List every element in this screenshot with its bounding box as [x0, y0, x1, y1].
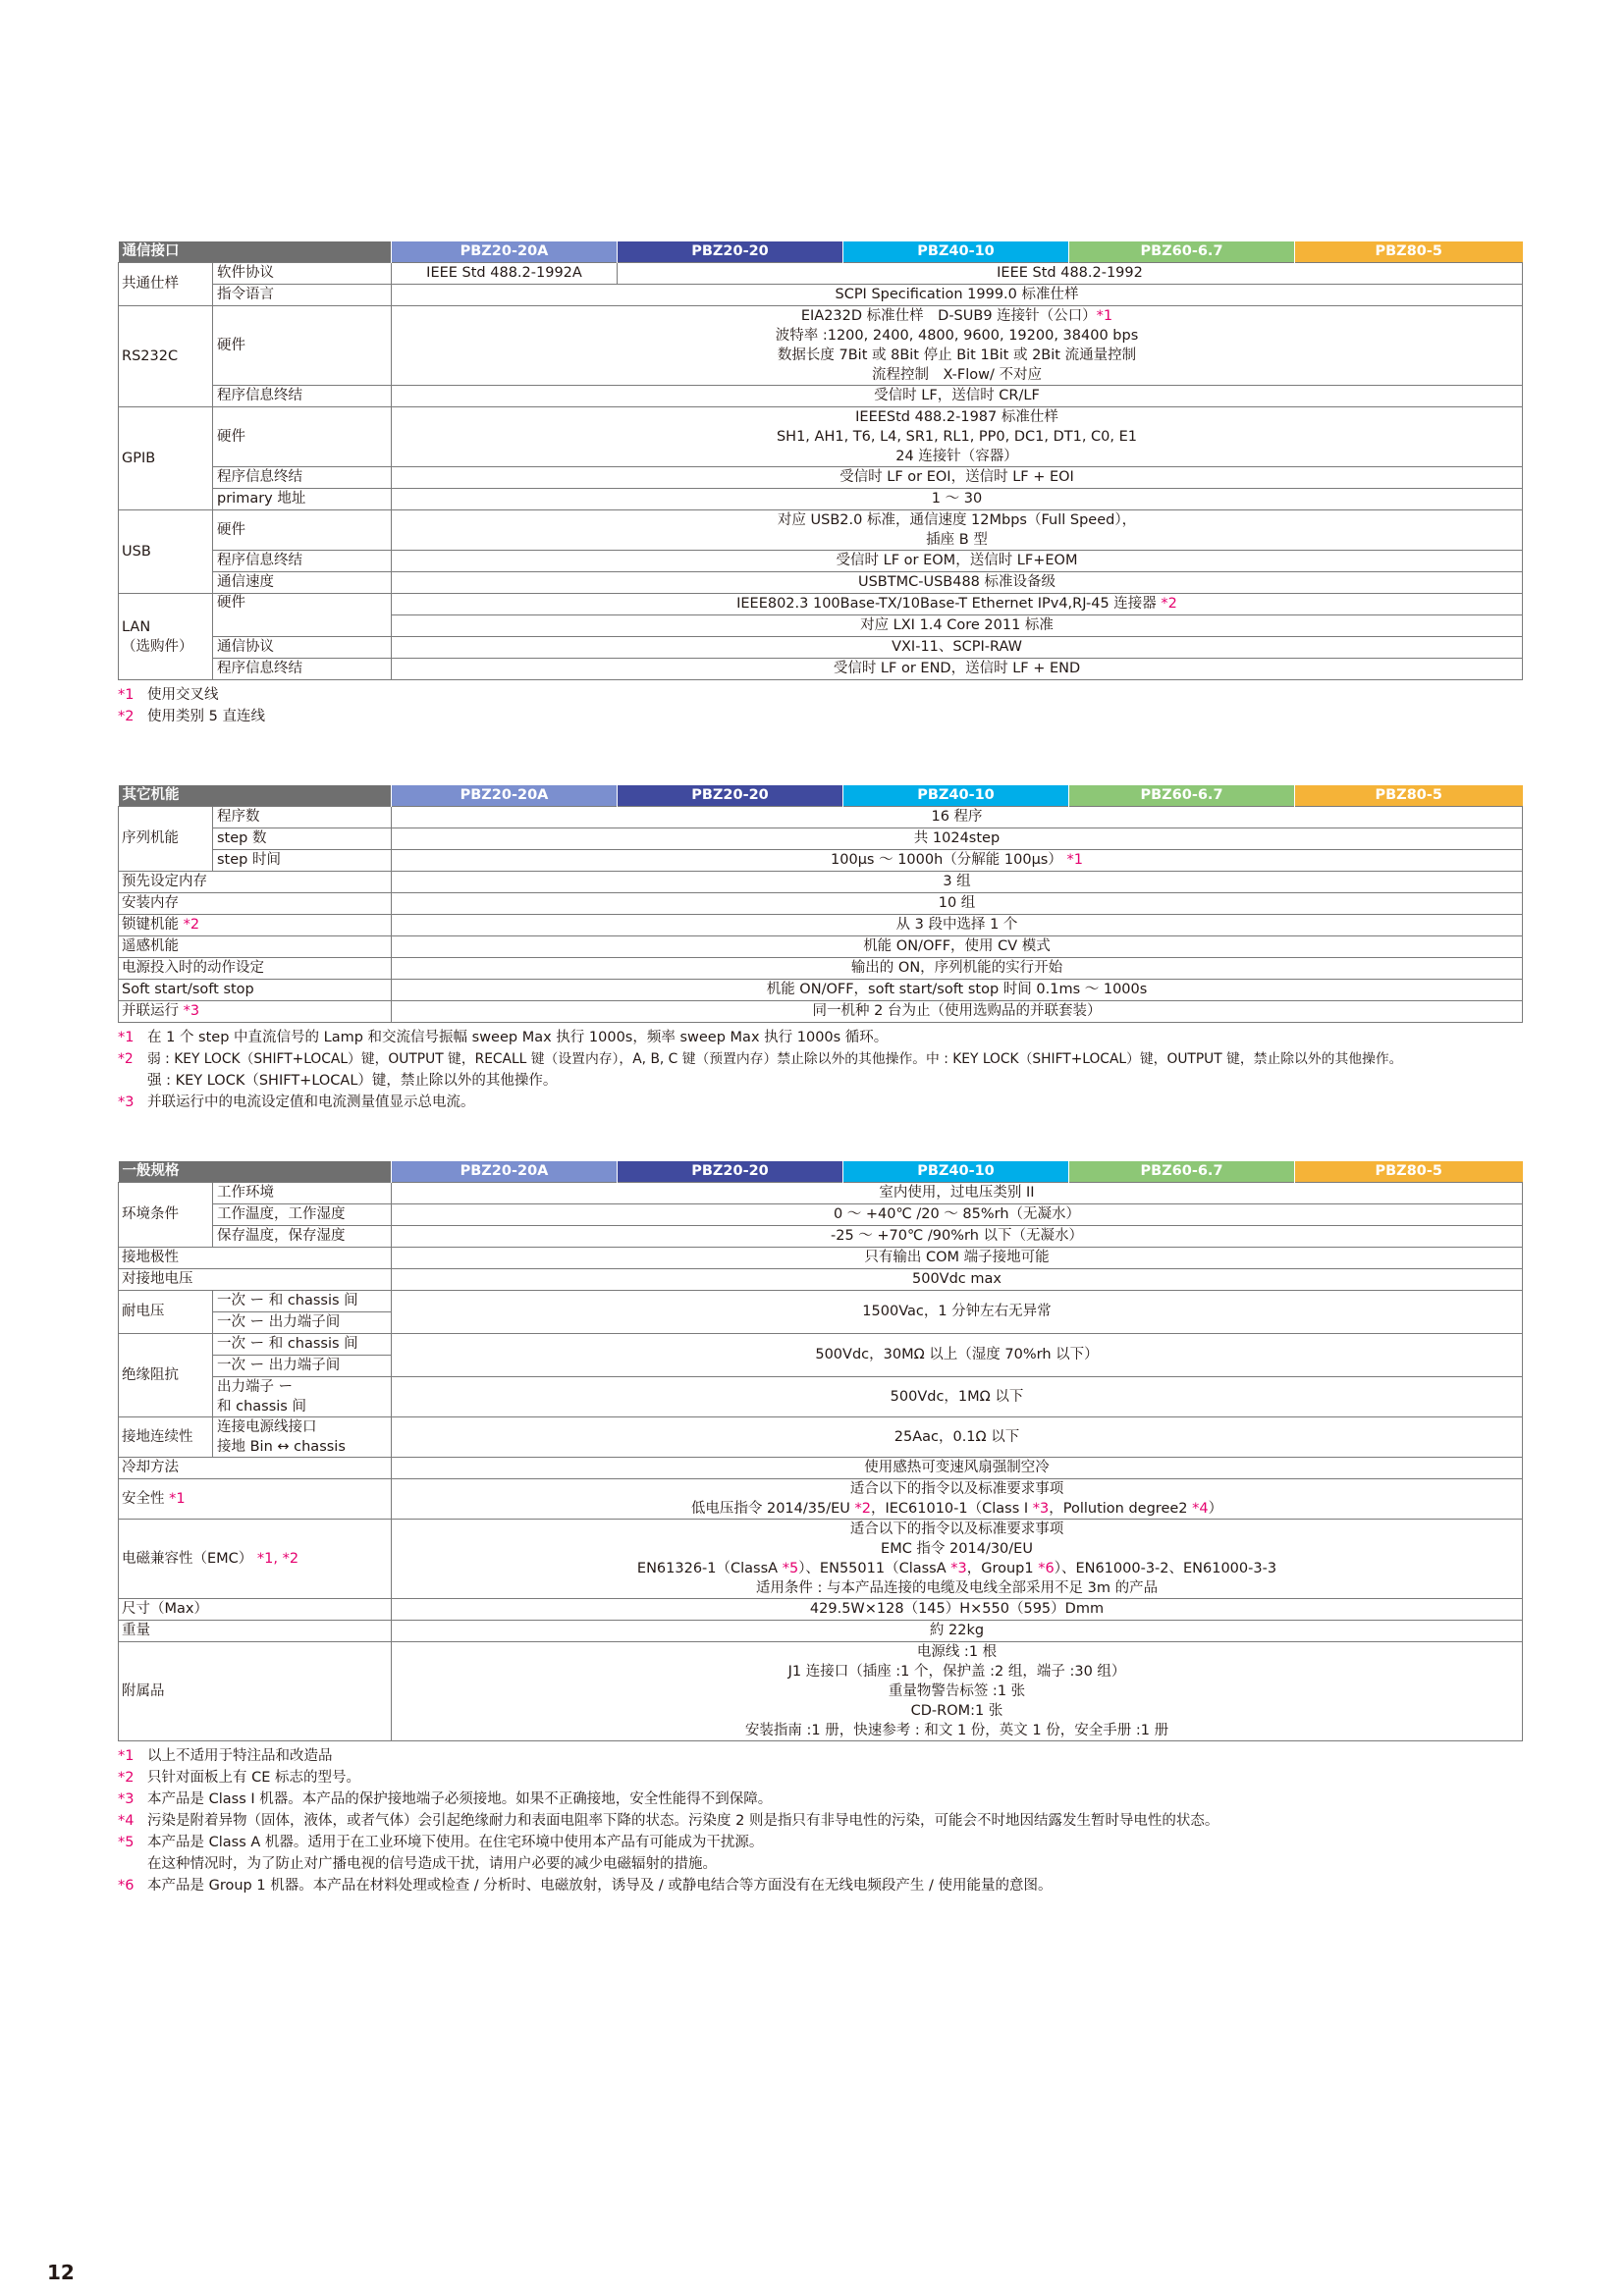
value-line: 适用条件 : 与本产品连接的电缆及电线全部采用不足 3m 的产品 — [755, 1580, 1159, 1596]
table-row — [119, 1334, 1523, 1356]
row-category: 共通仕样 — [119, 263, 213, 306]
row-label — [119, 1520, 392, 1599]
row-label: step 时间 — [213, 850, 392, 872]
table-row — [119, 285, 1523, 306]
cell-value: 输出的 ON，序列机能的实行开始 — [392, 958, 1523, 980]
footnote-mark: *1, *2 — [256, 1550, 299, 1567]
footnote-mark: *5 — [782, 1561, 799, 1576]
table-row — [119, 386, 1523, 407]
row-category: 环境条件 — [119, 1183, 213, 1248]
value-line: IEEEStd 488.2-1987 标准仕样 — [855, 409, 1058, 425]
footnote-mark: *3 — [118, 1095, 135, 1110]
footnote-mark: *3 — [950, 1561, 967, 1576]
table-row — [119, 807, 1523, 828]
footnotes — [118, 1745, 1522, 1896]
value-line: 电源线 :1 根 — [916, 1644, 998, 1660]
footnote-mark: *1 — [1096, 308, 1113, 324]
row-label: 程序数 — [213, 807, 392, 828]
table-row — [119, 1248, 1523, 1269]
value-line: CD-ROM:1 张 — [910, 1703, 1003, 1719]
table-row — [119, 1291, 1523, 1312]
footnote-text: 在这种情况时，为了防止对广播电视的信号造成干扰，请用户必要的减少电磁辐射的措施。 — [147, 1856, 717, 1872]
footnotes — [118, 684, 1522, 727]
row-label: 一次 ー 和 chassis 间 — [213, 1291, 392, 1312]
value-part: ） — [1208, 1501, 1223, 1517]
value-line: 安装指南 :1 册，快速参考 : 和文 1 份，英文 1 份，安全手册 :1 册 — [744, 1723, 1169, 1738]
table-row — [119, 936, 1523, 958]
row-category: 序列机能 — [119, 807, 213, 872]
model-header: PBZ20-20A — [392, 1161, 618, 1183]
value-line: EMC 指令 2014/30/EU — [881, 1541, 1033, 1557]
cell-value: 500Vdc，1MΩ 以下 — [392, 1377, 1523, 1417]
value-line — [396, 1499, 1518, 1519]
cell-value: 从 3 段中选择 1 个 — [392, 915, 1523, 936]
row-category — [119, 594, 213, 680]
label-text: 并联运行 — [122, 1003, 184, 1019]
footnote-mark: *3 — [1032, 1501, 1050, 1517]
cell-value: 受信时 LF，送信时 CR/LF — [392, 386, 1523, 407]
row-label: 工作环境 — [213, 1183, 392, 1204]
row-label: 对接地电压 — [119, 1269, 392, 1291]
row-label: 硬件 — [213, 594, 392, 637]
cell-value: 429.5W×128（145）H×550（595）Dmm — [392, 1599, 1523, 1621]
row-label: Soft start/soft stop — [119, 980, 392, 1001]
footnote-mark: *6 — [1038, 1561, 1055, 1576]
cell-value: 机能 ON/OFF，soft start/soft stop 时间 0.1ms ～ 1000s — [392, 980, 1523, 1001]
cell-value: 受信时 LF or EOM，送信时 LF+EOM — [392, 551, 1523, 572]
table-row — [119, 1621, 1523, 1642]
footnote-mark: *2 — [118, 1770, 135, 1786]
cell-value: IEEE Std 488.2-1992A — [392, 263, 618, 285]
cell-value: 共 1024step — [392, 828, 1523, 850]
footnote-mark — [118, 1853, 147, 1875]
table-row — [119, 1377, 1523, 1417]
row-label: 安装内存 — [119, 893, 392, 915]
value-part: ）、EN61000-3-2、EN61000-3-3 — [1054, 1561, 1277, 1576]
row-label: 通信协议 — [213, 637, 392, 659]
table-row — [119, 1001, 1523, 1023]
row-label — [119, 1001, 392, 1023]
table-header-row — [119, 785, 1523, 807]
table-row — [119, 828, 1523, 850]
value-line: 插座 B 型 — [926, 532, 988, 548]
footnote-text: 污染是附着异物（固体，液体，或者气体）会引起绝缘耐力和表面电阻率下降的状态。污染度 2 则是指只有非导电性的污染，可能会不时地因结露发生暂时导电性的状态。 — [147, 1813, 1219, 1829]
value-line: 适合以下的指令以及标准要求事项 — [849, 1481, 1064, 1497]
footnote — [118, 1745, 1522, 1767]
footnote-mark: *2 — [118, 709, 135, 724]
table-row — [119, 572, 1523, 594]
table-row — [119, 1183, 1523, 1204]
cell-value: 使用感热可变速风扇强制空冷 — [392, 1458, 1523, 1479]
cell-value — [392, 1520, 1523, 1599]
table-row — [119, 1520, 1523, 1599]
footnote-text: 本产品是 Class I 机器。本产品的保护接地端子必须接地。如果不正确接地，安全性能得不到保障。 — [147, 1791, 773, 1807]
general-section — [118, 1161, 1522, 1896]
cell-value — [392, 1642, 1523, 1741]
footnote — [118, 1789, 1522, 1810]
row-category: 接地连续性 — [119, 1417, 213, 1458]
section-title: 其它机能 — [119, 785, 392, 807]
model-header: PBZ40-10 — [843, 1161, 1069, 1183]
row-label: 冷却方法 — [119, 1458, 392, 1479]
model-header: PBZ20-20 — [618, 785, 843, 807]
cell-value — [392, 850, 1523, 872]
model-header: PBZ80-5 — [1295, 1161, 1523, 1183]
footnote-mark: *2 — [1161, 596, 1177, 612]
row-label — [119, 1479, 392, 1520]
table-row — [119, 659, 1523, 680]
footnote-mark: *4 — [118, 1813, 135, 1829]
table-row — [119, 551, 1523, 572]
model-header: PBZ60-6.7 — [1069, 785, 1295, 807]
table-row — [119, 958, 1523, 980]
row-label: 软件协议 — [213, 263, 392, 285]
model-header: PBZ60-6.7 — [1069, 1161, 1295, 1183]
cell-value — [392, 306, 1523, 386]
value-line: 100μs ～ 1000h（分解能 100μs） — [831, 852, 1062, 868]
cell-value: IEEE Std 488.2-1992 — [618, 263, 1523, 285]
cell-value: USBTMC-USB488 标准设备级 — [392, 572, 1523, 594]
footnote — [118, 1767, 1522, 1789]
row-label: 硬件 — [213, 407, 392, 467]
footnote-text: 以上不适用于特注品和改造品 — [147, 1748, 333, 1764]
table-row — [119, 637, 1523, 659]
label-text: 锁键机能 — [122, 917, 184, 933]
table-row — [119, 510, 1523, 551]
model-header: PBZ20-20A — [392, 785, 618, 807]
table-row — [119, 915, 1523, 936]
footnote-mark: *2 — [854, 1501, 871, 1517]
model-header: PBZ20-20 — [618, 241, 843, 263]
category-line: （选购件） — [122, 638, 193, 655]
footnote-mark: *4 — [1192, 1501, 1209, 1517]
row-category: USB — [119, 510, 213, 594]
section-title: 一般规格 — [119, 1161, 392, 1183]
value-line: J1 连接口（插座 :1 个，保护盖 :2 组，端子 :30 组） — [787, 1664, 1126, 1680]
cell-value: 机能 ON/OFF，使用 CV 模式 — [392, 936, 1523, 958]
footnote-mark: *1 — [169, 1490, 186, 1507]
model-header: PBZ20-20 — [618, 1161, 843, 1183]
footnote — [118, 1070, 1522, 1092]
footnote-mark: *6 — [118, 1878, 135, 1894]
table-row — [119, 980, 1523, 1001]
row-label: 附属品 — [119, 1642, 392, 1741]
footnote-mark: *1 — [118, 1030, 135, 1045]
footnote-mark: *1 — [118, 687, 135, 703]
cell-value: 受信时 LF or EOI，送信时 LF + EOI — [392, 467, 1523, 489]
row-label: primary 地址 — [213, 489, 392, 510]
label-line: 接地 Bin ↔ chassis — [217, 1439, 346, 1455]
model-header: PBZ80-5 — [1295, 241, 1523, 263]
value-line: 对应 USB2.0 标准，通信速度 12Mbps（Full Speed）， — [777, 512, 1137, 528]
table-row — [119, 1458, 1523, 1479]
cell-value: 室内使用，过电压类别 II — [392, 1183, 1523, 1204]
row-label: 硬件 — [213, 510, 392, 551]
row-label: 程序信息终结 — [213, 386, 392, 407]
footnote-text: 在 1 个 step 中直流信号的 Lamp 和交流信号振幅 sweep Max 执行 1000s，频率 sweep Max 执行 1000s 循环。 — [147, 1030, 889, 1045]
value-line: IEEE802.3 100Base-TX/10Base-T Ethernet IPv4,RJ-45 连接器 — [736, 596, 1162, 612]
row-label: 保存温度，保存湿度 — [213, 1226, 392, 1248]
footnote-mark — [118, 1070, 147, 1092]
cell-value: 同一机种 2 台为止（使用选购品的并联套装） — [392, 1001, 1523, 1023]
footnote-text: 弱 : KEY LOCK（SHIFT+LOCAL）键，OUTPUT 键，RECALL 键（设置内存），A, B, C 键（预置内存）禁止除以外的其他操作。中 : KEY LOCK（SHIFT+LOCAL）键，OUTPUT 键，禁止除以外的其他操作。 — [147, 1051, 1403, 1067]
model-header: PBZ40-10 — [843, 785, 1069, 807]
section-title: 通信接口 — [119, 241, 392, 263]
row-category: 绝缘阻抗 — [119, 1334, 213, 1417]
value-line: SH1, AH1, T6, L4, SR1, RL1, PP0, DC1, DT1, C0, E1 — [776, 429, 1138, 445]
value-line: 波特率 :1200, 2400, 4800, 9600, 19200, 38400 bps — [775, 328, 1139, 344]
row-label: 尺寸（Max） — [119, 1599, 392, 1621]
footnote-text: 并联运行中的电流设定值和电流测量值显示总电流。 — [147, 1095, 475, 1110]
value-line: 数据长度 7Bit 或 8Bit 停止 Bit 1Bit 或 2Bit 流通量控制 — [777, 347, 1137, 363]
cell-value: 0 ～ +40℃ /20 ～ 85%rh（无凝水） — [392, 1204, 1523, 1226]
model-header: PBZ80-5 — [1295, 785, 1523, 807]
cell-value: 1 ～ 30 — [392, 489, 1523, 510]
cell-value — [392, 1479, 1523, 1520]
other-table — [118, 785, 1523, 1023]
comm-section — [118, 241, 1522, 727]
table-row — [119, 1642, 1523, 1741]
cell-value: VXI-11、SCPI-RAW — [392, 637, 1523, 659]
row-label: 一次 ー 和 chassis 间 — [213, 1334, 392, 1356]
row-label: 接地极性 — [119, 1248, 392, 1269]
comm-table — [118, 241, 1523, 680]
footnote — [118, 1832, 1522, 1853]
footnote-text: 只针对面板上有 CE 标志的型号。 — [147, 1770, 361, 1786]
cell-value: 10 组 — [392, 893, 1523, 915]
row-label — [213, 1417, 392, 1458]
row-label: 一次 ー 出力端子间 — [213, 1356, 392, 1377]
value-line: EIA232D 标准仕样 D-SUB9 连接针（公口） — [800, 308, 1097, 324]
table-row — [119, 407, 1523, 467]
cell-value: -25 ～ +70℃ /90%rh 以下（无凝水） — [392, 1226, 1523, 1248]
label-text: 安全性 — [122, 1490, 170, 1507]
row-label: 预先设定内存 — [119, 872, 392, 893]
cell-value: 25Aac，0.1Ω 以下 — [392, 1417, 1523, 1458]
general-table — [118, 1161, 1523, 1741]
value-part: ，Group1 — [966, 1561, 1039, 1576]
label-line: 出力端子 ー — [217, 1379, 294, 1395]
row-label: 硬件 — [213, 306, 392, 386]
footnote — [118, 1875, 1522, 1896]
table-row — [119, 1269, 1523, 1291]
table-row — [119, 1599, 1523, 1621]
cell-value: SCPI Specification 1999.0 标准仕样 — [392, 285, 1523, 306]
cell-value — [392, 407, 1523, 467]
row-label — [213, 1377, 392, 1417]
table-row — [119, 489, 1523, 510]
label-text: 电磁兼容性（EMC） — [122, 1550, 253, 1567]
label-line: 和 chassis 间 — [217, 1399, 306, 1415]
cell-value — [392, 510, 1523, 551]
cell-value: 3 组 — [392, 872, 1523, 893]
footnote-text: 使用交叉线 — [147, 687, 219, 703]
footnote-mark: *2 — [183, 917, 200, 933]
table-row — [119, 263, 1523, 285]
cell-value: 受信时 LF or END，送信时 LF + END — [392, 659, 1523, 680]
row-label: 指令语言 — [213, 285, 392, 306]
value-line: 24 连接针（容器） — [895, 449, 1018, 464]
value-line — [396, 1559, 1518, 1578]
footnote-text: 本产品是 Group 1 机器。本产品在材料处理或检查 / 分析时、电磁放射，诱导及 / 或静电结合等方面没有在无线电频段产生 / 使用能量的意图。 — [147, 1878, 1053, 1894]
cell-value: 500Vdc max — [392, 1269, 1523, 1291]
category-line: LAN — [122, 618, 151, 635]
footnote — [118, 1810, 1522, 1832]
footnote-text: 强 : KEY LOCK（SHIFT+LOCAL）键，禁止除以外的其他操作。 — [147, 1073, 558, 1089]
row-label: step 数 — [213, 828, 392, 850]
other-section — [118, 785, 1522, 1113]
table-row — [119, 1204, 1523, 1226]
model-header: PBZ20-20A — [392, 241, 618, 263]
value-part: ）、EN55011（ClassA — [798, 1561, 951, 1576]
table-row — [119, 467, 1523, 489]
model-header: PBZ60-6.7 — [1069, 241, 1295, 263]
row-label: 遥感机能 — [119, 936, 392, 958]
cell-value: 約 22kg — [392, 1621, 1523, 1642]
row-label: 电源投入时的动作设定 — [119, 958, 392, 980]
value-part: ，IEC61010-1（Class I — [870, 1501, 1033, 1517]
footnote-text: 本产品是 Class A 机器。适用于在工业环境下使用。在住宅环境中使用本产品有可能成为干扰源。 — [147, 1835, 764, 1850]
table-row — [119, 850, 1523, 872]
row-label: 重量 — [119, 1621, 392, 1642]
table-row — [119, 872, 1523, 893]
table-header-row — [119, 241, 1523, 263]
row-category: GPIB — [119, 407, 213, 510]
table-row — [119, 594, 1523, 615]
row-label: 通信速度 — [213, 572, 392, 594]
footnote-text: 使用类别 5 直连线 — [147, 709, 265, 724]
value-part: ，Pollution degree2 — [1049, 1501, 1193, 1517]
cell-value: 500Vdc，30MΩ 以上（湿度 70%rh 以下） — [392, 1334, 1523, 1377]
cell-value: 只有输出 COM 端子接地可能 — [392, 1248, 1523, 1269]
value-line: 重量物警告标签 :1 张 — [888, 1683, 1026, 1699]
value-line: 流程控制 X-Flow/ 不对应 — [871, 367, 1043, 383]
footnotes — [118, 1027, 1522, 1113]
row-label — [119, 915, 392, 936]
page-number: 12 — [47, 2261, 75, 2284]
row-label: 程序信息终结 — [213, 467, 392, 489]
footnote-mark: *1 — [1066, 852, 1083, 868]
table-row — [119, 1417, 1523, 1458]
cell-value: 1500Vac，1 分钟左右无异常 — [392, 1291, 1523, 1334]
footnote — [118, 1853, 1522, 1875]
table-row — [119, 306, 1523, 386]
row-label: 程序信息终结 — [213, 551, 392, 572]
value-part: EN61326-1（ClassA — [636, 1561, 783, 1576]
row-label: 程序信息终结 — [213, 659, 392, 680]
cell-value — [392, 594, 1523, 615]
row-label: 一次 ー 出力端子间 — [213, 1312, 392, 1334]
row-category: RS232C — [119, 306, 213, 407]
cell-value: 对应 LXI 1.4 Core 2011 标准 — [392, 615, 1523, 637]
table-header-row — [119, 1161, 1523, 1183]
footnote — [118, 1092, 1522, 1113]
cell-value: 16 程序 — [392, 807, 1523, 828]
footnote — [118, 1027, 1522, 1048]
model-header: PBZ40-10 — [843, 241, 1069, 263]
footnote-mark: *3 — [118, 1791, 135, 1807]
row-label: 工作温度，工作湿度 — [213, 1204, 392, 1226]
value-part: 低电压指令 2014/35/EU — [690, 1501, 855, 1517]
footnote — [118, 684, 1522, 706]
footnote-mark: *1 — [118, 1748, 135, 1764]
footnote — [118, 1048, 1522, 1070]
footnote-mark: *3 — [183, 1003, 200, 1019]
footnote-mark: *5 — [118, 1835, 135, 1850]
value-line: 适合以下的指令以及标准要求事项 — [849, 1522, 1064, 1537]
footnote-mark: *2 — [118, 1051, 134, 1067]
table-row — [119, 1226, 1523, 1248]
footnote — [118, 706, 1522, 727]
table-row — [119, 893, 1523, 915]
row-category: 耐电压 — [119, 1291, 213, 1334]
table-row — [119, 1479, 1523, 1520]
label-line: 连接电源线接口 — [217, 1419, 317, 1435]
